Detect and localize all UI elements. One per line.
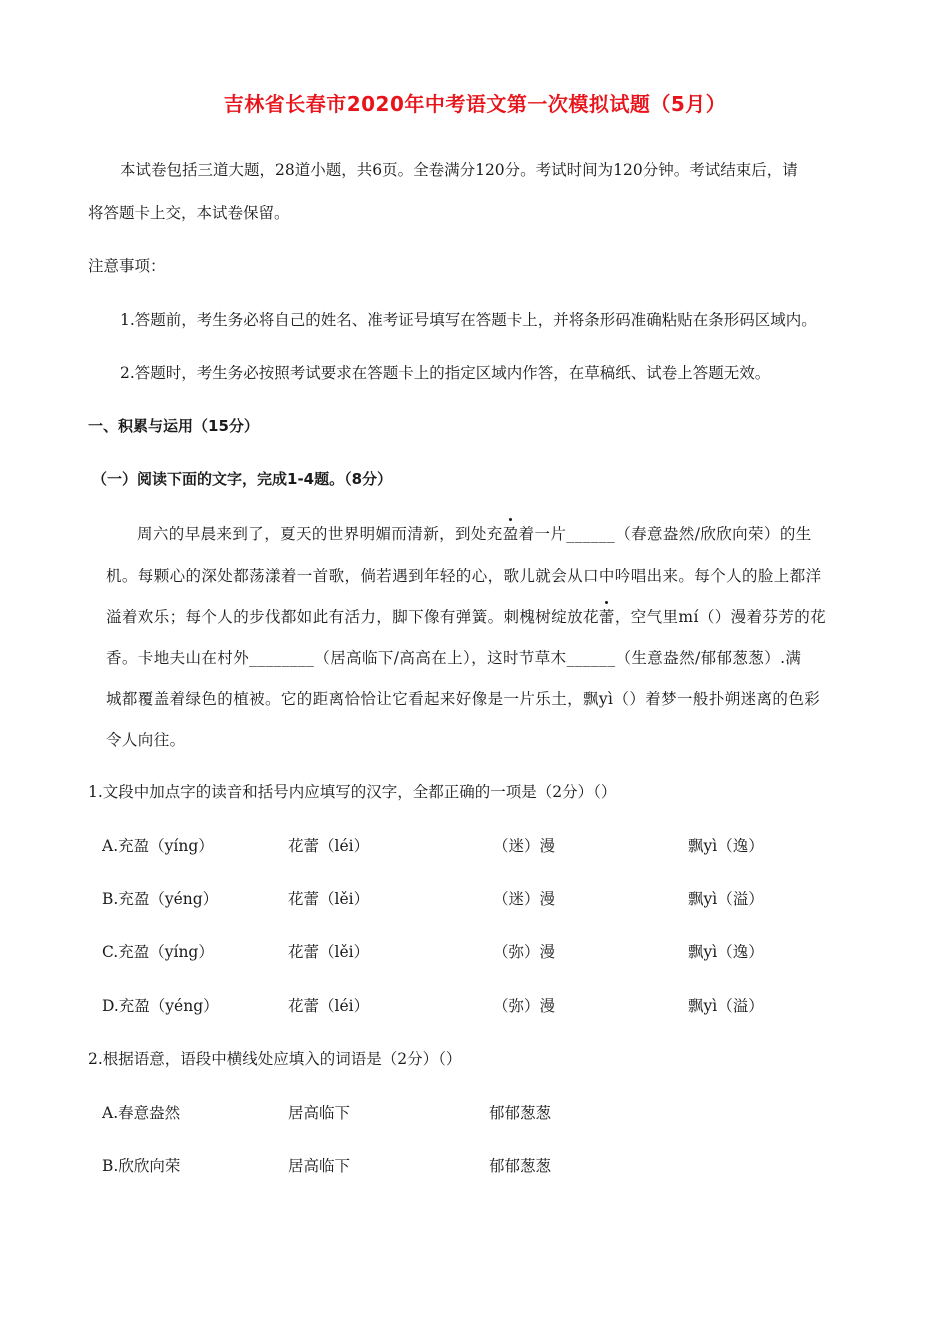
question-2-stem: 2.根据语意，语段中横线处应填入的词语是（2分）（） <box>88 1050 462 1068</box>
passage-text: 溢着欢乐；每个人的步伐都如此有活力，脚下像有弹簧。刺槐树绽放花 <box>106 608 599 626</box>
q1-option-c-3: （弥）漫 <box>493 943 556 961</box>
q1-option-a-1: A.充盈（yíng） <box>102 837 214 855</box>
q2-option-a-1: A.春意盎然 <box>102 1104 181 1122</box>
q1-option-b-2: 花蕾（lěi） <box>288 890 370 908</box>
passage-line-5: 城都覆盖着绿色的植被。它的距离恰恰让它看起来好像是一片乐土，飘yì（）着梦一般扑朔迷离的色彩 <box>106 690 821 708</box>
q1-option-c-1: C.充盈（yíng） <box>102 943 214 961</box>
passage-line-3 <box>106 607 826 627</box>
notice-item-1: 1.答题前，考生务必将自己的姓名、准考证号填写在答题卡上，并将条形码准确粘贴在条形码区域内。 <box>120 311 817 329</box>
q2-option-a-2: 居高临下 <box>288 1104 351 1122</box>
passage-line-1 <box>137 524 812 544</box>
notice-heading: 注意事项： <box>88 257 166 275</box>
intro-line-2: 将答题卡上交，本试卷保留。 <box>88 204 290 222</box>
emphasis-dot-char: 盈 <box>502 525 519 543</box>
q1-option-d-1: D.充盈（yéng） <box>102 997 219 1015</box>
passage-line-6: 令人向往。 <box>106 731 186 749</box>
q1-option-a-2: 花蕾（léi） <box>288 837 370 855</box>
q1-option-a-3: （迷）漫 <box>493 837 556 855</box>
intro-line-1: 本试卷包括三道大题，28道小题，共6页。全卷满分120分。考试时间为120分钟。考试结束后，请 <box>120 161 798 179</box>
q2-option-b-2: 居高临下 <box>288 1157 351 1175</box>
passage-line-4: 香。卡地夫山在村外________（居高临下/高高在上），这时节草木______（生意盎然/郁郁葱葱）.满 <box>106 649 802 667</box>
q1-option-d-3: （弥）漫 <box>493 997 556 1015</box>
q2-option-b-3: 郁郁葱葱 <box>489 1157 552 1175</box>
q2-option-a-3: 郁郁葱葱 <box>489 1104 552 1122</box>
page-title: 吉林省长春市2020年中考语文第一次模拟试题（5月） <box>223 92 727 116</box>
passage-text: 周六的早晨来到了，夏天的世界明媚而清新，到处充 <box>137 525 503 543</box>
passage-text: 着一片______（春意盎然/欣欣向荣）的生 <box>518 525 812 543</box>
passage-text: ，空气里mí（）漫着芬芳的花 <box>614 608 827 626</box>
q1-option-d-2: 花蕾（léi） <box>288 997 370 1015</box>
q1-option-c-4: 飘yì（逸） <box>688 943 764 961</box>
q1-option-b-1: B.充盈（yéng） <box>102 890 219 908</box>
q1-option-c-2: 花蕾（lěi） <box>288 943 370 961</box>
q1-option-a-4: 飘yì（逸） <box>688 837 764 855</box>
question-1-stem: 1.文段中加点字的读音和括号内应填写的汉字，全都正确的一项是（2分）（） <box>88 783 617 801</box>
passage-line-2: 机。每颗心的深处都荡漾着一首歌，倘若遇到年轻的心，歌儿就会从口中吟唱出来。每个人的脸上都洋 <box>106 567 822 585</box>
q1-option-b-3: （迷）漫 <box>493 890 556 908</box>
sub-section-heading: （一）阅读下面的文字，完成1-4题。（8分） <box>92 470 393 488</box>
notice-item-2: 2.答题时，考生务必按照考试要求在答题卡上的指定区域内作答，在草稿纸、试卷上答题无效。 <box>120 364 771 382</box>
q1-option-d-4: 飘yì（溢） <box>688 997 764 1015</box>
q2-option-b-1: B.欣欣向荣 <box>102 1157 181 1175</box>
q1-option-b-4: 飘yì（溢） <box>688 890 764 908</box>
emphasis-dot-char: 蕾 <box>598 608 615 626</box>
section-heading: 一、积累与运用（15分） <box>88 417 259 435</box>
